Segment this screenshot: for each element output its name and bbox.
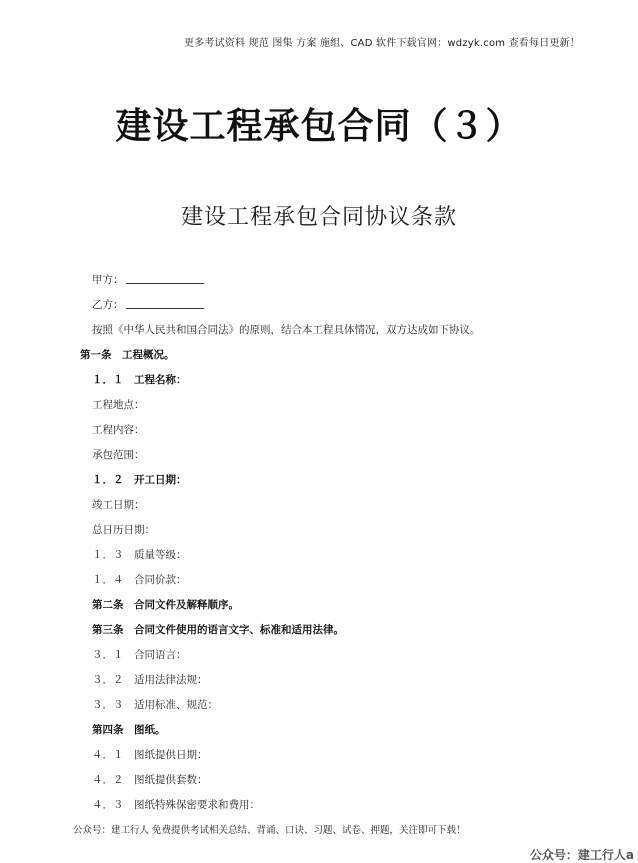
- party-b-blank: [126, 298, 204, 309]
- sub-title: 建设工程承包合同协议条款: [180, 205, 457, 230]
- item-3-3: ３．３ 适用标准、规范：: [92, 699, 218, 711]
- watermark-account: 公众号：建工行人a: [529, 848, 634, 862]
- contract-scope: 承包范围：: [92, 449, 145, 461]
- article-3-title: 第三条 合同文件使用的语言文字、标准和适用法律。: [92, 624, 344, 636]
- party-a-line: [92, 272, 204, 287]
- party-a-blank: [126, 273, 204, 284]
- item-1-4: １．４ 合同价款：: [92, 574, 187, 586]
- party-b-label: 乙方：: [92, 299, 124, 311]
- item-1-1: １．１ 工程名称：: [92, 374, 187, 386]
- intro-paragraph: 按照《中华人民共和国合同法》的原则，结合本工程具体情况，双方达成如下协议。: [92, 324, 481, 336]
- project-content: 工程内容：: [92, 424, 145, 436]
- main-title: 建设工程承包合同（３）: [115, 105, 523, 147]
- completion-date: 竣工日期：: [92, 499, 145, 511]
- item-3-2: ３．２ 适用法律法规：: [92, 674, 208, 686]
- item-1-2: １．２ 开工日期：: [92, 474, 187, 486]
- party-b-line: [92, 297, 204, 312]
- item-4-1: ４．１ 图纸提供日期：: [92, 749, 208, 761]
- total-days: 总日历日期：: [92, 524, 155, 536]
- header-note: 更多考试资料 规范 图集 方案 施组、CAD 软件下载官网：wdzyk.com 查看每日更新！: [183, 38, 580, 49]
- item-1-3: １．３ 质量等级：: [92, 549, 187, 561]
- footer-note: 公众号：建工行人 免费提供考试相关总结、背诵、口诀、习题、试卷、押题，关注即可下载！: [73, 825, 466, 836]
- party-a-label: 甲方：: [92, 274, 124, 286]
- item-4-3: ４．３ 图纸特殊保密要求和费用：: [92, 799, 260, 811]
- article-2-title: 第二条 合同文件及解释顺序。: [92, 599, 239, 611]
- article-1-title: 第一条 工程概况。: [80, 349, 175, 361]
- project-location: 工程地点：: [92, 399, 145, 411]
- article-4-title: 第四条 图纸。: [92, 724, 166, 736]
- item-4-2: ４．２ 图纸提供套数：: [92, 774, 208, 786]
- item-3-1: ３．１ 合同语言：: [92, 649, 187, 661]
